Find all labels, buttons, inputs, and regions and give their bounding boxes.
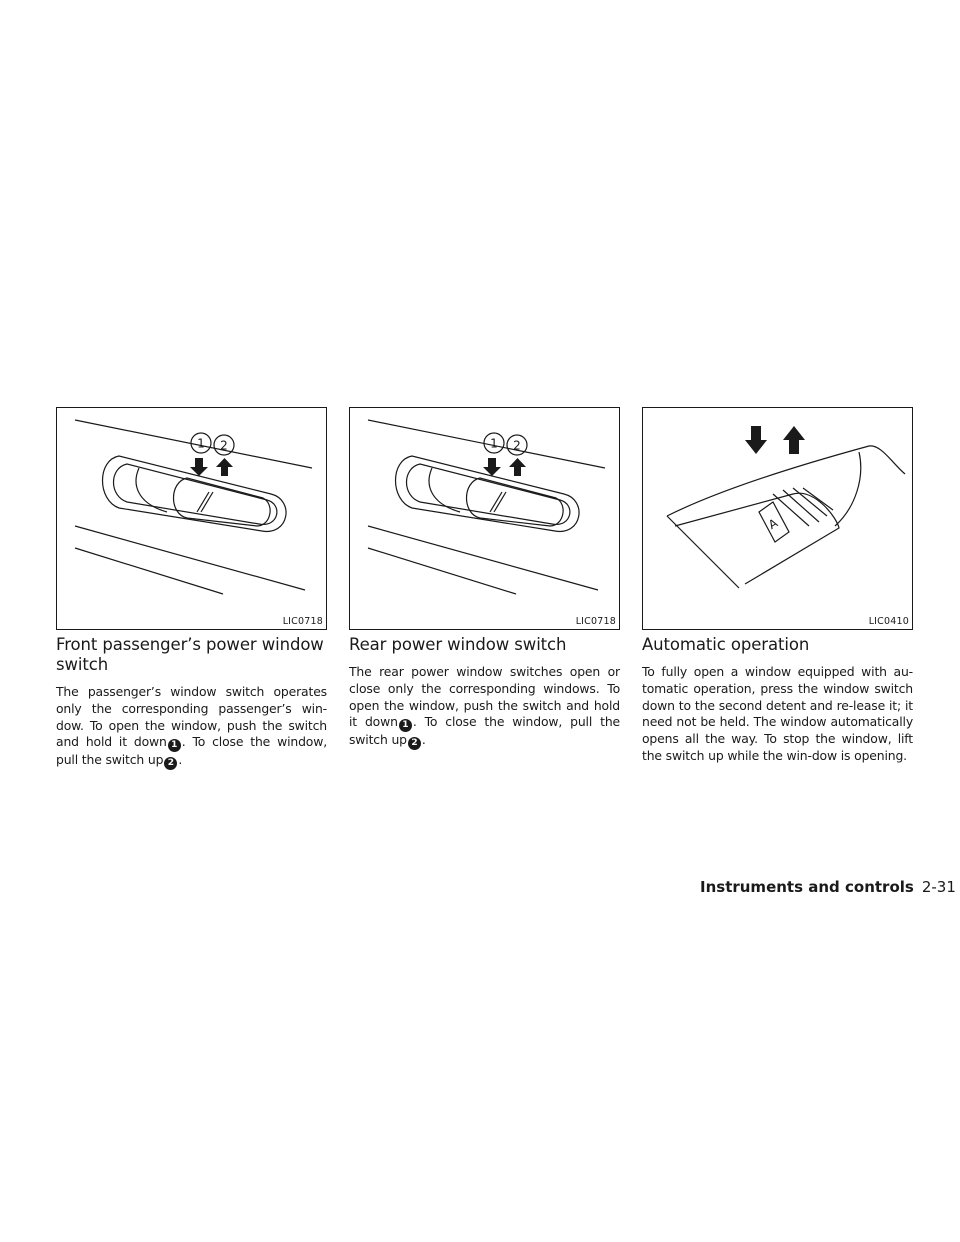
figure-rear-window-switch	[349, 407, 620, 630]
body-text-part-3: .	[178, 752, 183, 768]
figure-label-1: 1	[197, 436, 205, 451]
body-text-part-2: . To close the window, pull the switch up	[349, 714, 620, 748]
footer-section-name: Instruments and controls	[700, 878, 914, 896]
section-body: To fully open a window equipped with au-tomatic operation, press the window switch down to the second detent and re-lease it; it need not be held. The window automatically opens all the way. To stop the window, lift the switch up while the win-dow is opening.	[642, 664, 913, 763]
arrow-up-icon	[216, 458, 233, 476]
arrow-down-icon	[745, 426, 767, 454]
figure-label-2: 2	[220, 438, 228, 453]
auto-window-switch-illustration	[643, 408, 912, 629]
figure-code: LIC0718	[282, 616, 323, 627]
section-body	[56, 684, 327, 770]
section-automatic-operation	[642, 407, 913, 765]
arrow-down-icon	[483, 458, 501, 476]
body-text-part-1: The passenger’s window switch operates only the corresponding passenger’s win-dow. To open the window, push the switch and hold it down	[56, 684, 327, 750]
body-text-part-2: . To close the window, pull the switch up	[56, 734, 327, 768]
callout-1: 1	[399, 719, 412, 732]
figure-code: LIC0718	[575, 616, 616, 627]
figure-label-2: 2	[513, 438, 521, 453]
auto-symbol: A	[765, 515, 781, 533]
section-body	[349, 664, 620, 750]
callout-1: 1	[168, 739, 181, 752]
footer-page-number: 2-31	[921, 878, 956, 896]
body-text-part-1: The rear power window switches open or close only the corresponding windows. To open the window, push the switch and hold it down	[349, 664, 620, 730]
figure-automatic-switch	[642, 407, 913, 630]
window-switch-illustration	[57, 408, 326, 629]
figure-code: LIC0410	[868, 616, 909, 627]
arrow-up-icon	[509, 458, 526, 476]
page-footer	[700, 878, 956, 896]
window-switch-illustration	[350, 408, 619, 629]
arrow-up-icon	[783, 426, 805, 454]
body-text-part-3: .	[421, 732, 426, 748]
figure-label-1: 1	[490, 436, 498, 451]
section-rear-window-switch	[349, 407, 620, 750]
section-heading: Front passenger’s power window switch	[56, 635, 324, 674]
callout-2: 2	[408, 737, 421, 750]
section-front-passenger-switch	[56, 407, 327, 770]
callout-2: 2	[164, 757, 177, 770]
arrow-down-icon	[190, 458, 208, 476]
section-heading: Rear power window switch	[349, 635, 567, 654]
figure-front-passenger-switch	[56, 407, 327, 630]
section-heading: Automatic operation	[642, 635, 810, 654]
